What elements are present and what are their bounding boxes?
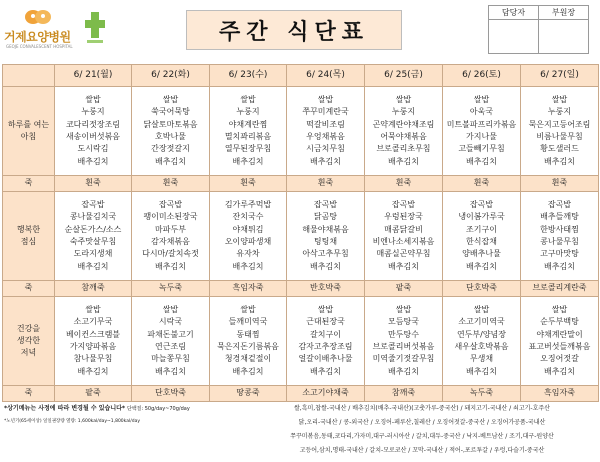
menu-item: 우렁된장국 [384,212,423,222]
menu-cell [287,192,365,281]
porridge-cell: 땅콩죽 [210,386,287,402]
menu-item: 매콤닭갈비 [384,224,423,234]
menu-item: 다시마/갈치속젓 [142,249,199,259]
menu-cell [55,297,132,386]
menu-item: 콩나물김치국 [69,212,117,222]
menu-cell [365,192,443,281]
menu-item: 배추김치 [232,156,264,166]
day-header: 6/ 27(일) [521,65,599,87]
meal-label-line: 생각한 [16,336,41,345]
menu-item: 열무된장무침 [224,144,272,154]
menu-item: 쭈꾸미계란국 [302,107,349,117]
menu-item: 누룽지 [547,107,572,117]
menu-item: 파채돈불고기 [147,329,194,339]
menu-cell [132,192,210,281]
menu-item: 우엉채볶음 [306,132,345,141]
menu-item: 야채계란말이 [536,329,583,339]
porridge-cell: 단호박죽 [443,281,521,297]
menu-item: 쌀밥 [395,94,412,104]
day-header: 6/ 24(목) [287,65,365,87]
menu-item: 해물야채볶음 [302,224,349,234]
meal-label-line: 건강을 [16,324,41,333]
menu-item: 누룽지 [236,107,260,117]
porridge-cell: 흰죽 [55,176,132,192]
menu-item: 참나물무침 [73,354,113,364]
menu-item: 배추김치 [77,261,109,271]
menu-item: 모듬탕국 [388,317,419,327]
menu-item: 새우살호박볶음 [454,342,509,351]
weekly-menu-table [2,64,599,402]
menu-item: 미트볼파프리카볶음 [446,119,517,129]
menu-item: 배추들깨탕 [540,212,579,222]
menu-cell [210,297,287,386]
menu-item: 배추김치 [310,261,341,271]
porridge-cell: 단호박죽 [132,386,210,402]
meal-label-line: 점심 [20,237,37,246]
menu-item: 쌀밥 [240,94,256,104]
menu-item: 비름나물무침 [536,132,583,141]
menu-item: 잡곡밥 [547,199,572,209]
menu-cell [287,87,365,176]
menu-item: 순두부백탕 [540,317,579,327]
menu-item: 마늘쫑무침 [151,354,190,364]
origin-info [246,402,598,462]
menu-cell [365,297,443,386]
porridge-cell: 흰죽 [210,176,287,192]
menu-item: 도시락김 [77,144,109,154]
meal-label-line: 아침 [20,132,37,141]
menu-cell [287,297,365,386]
menu-item: 배추김치 [310,156,341,166]
approval-director-label: 부원장 [539,6,589,20]
day-header: 6/ 21(월) [55,65,132,87]
corner-cell [3,65,55,87]
origin-line: 닭,오리-국내산 / 콩-외국산 / 오징어-페루산,칠레산 / 오징어젓갈-중국산 / 오징어가공품-국내산 [298,419,546,426]
menu-item: 쑥국어묵탕 [151,107,190,117]
menu-item: 오이양파생채 [224,237,272,246]
origin-line: 쭈꾸미볶음,동태,코다리,가자미,대구-러시아산 / 갈치,대두-중국산 / 낙지-베트남산 / 조기,대구-원양산 [290,433,554,440]
menu-item: 잡곡밥 [391,199,416,209]
menu-item: 잡곡밥 [313,199,338,209]
menu-item: 근대된장국 [306,317,345,327]
menu-item: 쌀밥 [317,304,334,314]
menu-cell [365,87,443,176]
menu-item: 쌀밥 [551,304,568,314]
menu-item: 쌀밥 [162,94,179,104]
porridge-cell: 브로콜리계란죽 [521,281,599,297]
approval-staff-label: 담당자 [489,6,539,20]
menu-item: 콩나물무침 [540,237,579,246]
porridge-cell: 참깨죽 [365,386,443,402]
menu-item: 배추김치 [388,261,419,271]
menu-item: 소고기미역국 [458,317,505,327]
meal-label-line: 하루를 여는 [7,120,50,129]
menu-item: 야채계란찜 [228,119,268,129]
menu-item: 누룽지 [81,107,105,117]
menu-item: 가지양파볶음 [69,342,117,351]
menu-item: 배추김치 [388,366,419,376]
menu-item: 묵은지고등어조림 [528,119,591,129]
menu-item: 유자차 [236,249,260,259]
menu-item: 어묵야채볶음 [380,132,427,141]
menu-item: 쌀밥 [551,94,568,104]
porridge-cell: 흑임자죽 [210,281,287,297]
porridge-cell: 반호박죽 [287,281,365,297]
menu-item: 잔치국수 [232,212,264,222]
footer-notes [4,404,240,434]
porridge-cell: 녹두죽 [443,386,521,402]
menu-item: 배추김치 [77,156,109,166]
menu-item: 배추김치 [466,156,497,166]
menu-item: 호박나물 [155,132,186,141]
menu-item: 오징어젓갈 [540,354,579,364]
menu-item: 시금치무침 [306,144,345,154]
menu-item: 멸치꽈리볶음 [224,132,272,141]
menu-item: 갈치구이 [310,329,341,339]
porridge-cell: 참깨죽 [55,281,132,297]
menu-item: 배추김치 [466,366,497,376]
meal-row [3,87,599,176]
menu-item: 무생채 [469,354,494,364]
menu-item: 브로콜리초무침 [376,144,431,154]
menu-item: 닭살토마토볶음 [143,119,198,129]
menu-item: 숙주맛살무침 [69,237,117,246]
porridge-row [3,281,599,297]
menu-cell [55,87,132,176]
porridge-label: 죽 [3,176,55,192]
menu-cell [210,87,287,176]
day-header: 6/ 26(토) [443,65,521,87]
menu-item: 닭곰탕 [313,212,338,222]
menu-item: 얼갈이배추나물 [298,354,353,364]
porridge-cell: 흰죽 [365,176,443,192]
menu-item: 쌀밥 [395,304,412,314]
menu-item: 한식잡채 [466,237,497,246]
menu-item: 베이컨스크램블 [65,329,121,339]
porridge-cell: 흰죽 [287,176,365,192]
menu-item: 가지나물 [466,132,497,141]
menu-item: 브로콜리버섯볶음 [372,342,435,351]
meal-label [3,192,55,281]
menu-cell [521,297,599,386]
menu-item: 팅팅채 [313,237,338,246]
meal-row [3,192,599,281]
menu-item: 배추김치 [544,156,575,166]
menu-item: 배추김치 [155,261,186,271]
hospital-logo-mark-icon [24,8,52,26]
menu-item: 떡갈비조림 [306,119,345,129]
menu-item: 미역줄기젓갈무침 [372,354,435,364]
meal-label-line: 행복한 [16,225,41,234]
menu-item: 누룽지 [391,107,416,117]
menu-item: 쌀밥 [473,304,490,314]
approval-box [488,5,589,54]
menu-item: 팽이미소된장국 [143,212,198,222]
day-header: 6/ 23(수) [210,65,287,87]
meal-row [3,297,599,386]
menu-item: 감자채볶음 [151,237,190,246]
menu-item: 배추김치 [310,366,341,376]
menu-item: 시락국 [158,317,183,327]
menu-item: 김가루주먹밥 [224,199,272,209]
porridge-label: 죽 [3,281,55,297]
menu-cell [443,87,521,176]
menu-cell [132,87,210,176]
menu-change-note: *상기메뉴는 사정에 따라 변경될 수 있습니다* [4,405,126,412]
menu-item: 순살돈가스/소스 [64,224,122,234]
hospital-subtitle: GEOJE CONVALESCENT HOSPITAL [6,44,73,49]
menu-item: 양배추나물 [462,249,501,259]
menu-cell [443,192,521,281]
menu-item: 배추김치 [544,261,575,271]
menu-item: 아욱국 [469,107,494,117]
menu-item: 비엔나소세지볶음 [372,237,435,246]
menu-item: 잡곡밥 [469,199,494,209]
menu-item: 쌀밥 [162,304,179,314]
page-header [0,0,600,62]
menu-item: 배추김치 [232,366,264,376]
porridge-row [3,176,599,192]
protein-note: 단백질: 50g/day~70g/day [126,406,190,412]
menu-item: 배추김치 [466,261,497,271]
menu-item: 아삭고추무침 [302,249,349,259]
menu-item: 한방사태찜 [540,224,579,234]
day-header: 6/ 25(금) [365,65,443,87]
page-title: 주간 식단표 [219,19,369,45]
menu-cell [443,297,521,386]
menu-item: 마파두부 [155,224,186,234]
menu-item: 고들빼기무침 [458,144,505,154]
menu-item: 잡곡밥 [158,199,183,209]
porridge-label: 죽 [3,386,55,402]
menu-item: 냉이봄가루국 [458,212,505,222]
porridge-cell: 흰죽 [521,176,599,192]
menu-item: 동태찜 [236,329,260,339]
hospital-name: 거제요양병원 [4,30,71,44]
menu-item: 황도샐러드 [540,144,579,154]
menu-item: 조기구이 [466,224,497,234]
origin-line: 쌀,흑미,찹쌀-국내산 / 배추김치(배추-국내산)(고춧가루-중국산) / 돼지고기-국내산 / 쇠고기-호주산 [294,405,550,412]
meal-label [3,87,55,176]
menu-item: 간장젓갈지 [151,144,190,154]
porridge-cell: 흰죽 [443,176,521,192]
meal-label [3,297,55,386]
menu-item: 곤약계란야채조림 [372,119,435,129]
menu-cell [521,192,599,281]
menu-item: 새송이버섯볶음 [65,132,121,141]
menu-item: 쌀밥 [473,94,490,104]
menu-cell [210,192,287,281]
menu-item: 청경채겉절이 [224,354,272,364]
menu-item: 연근조림 [155,342,186,351]
menu-item: 매콤실곤약무침 [376,249,431,259]
menu-item: 배추김치 [232,261,264,271]
menu-cell [521,87,599,176]
menu-item: 소고기무국 [73,317,113,327]
porridge-cell: 팥죽 [55,386,132,402]
menu-item: 잡곡밥 [81,199,105,209]
meal-label-line: 저녁 [20,348,37,357]
calorie-note: *노년기(65세이상) 일일권장량 열량: 1,600kal/day~1,800kal/day [4,419,140,424]
date-header-row [3,65,599,87]
menu-item: 배추김치 [155,366,186,376]
menu-item: 쌀밥 [85,304,101,314]
menu-item: 배추김치 [388,156,419,166]
page-title-box [186,10,402,50]
day-header: 6/ 22(화) [132,65,210,87]
menu-item: 배추김치 [155,156,186,166]
menu-item: 야채튀김 [232,224,264,234]
menu-item: 연두부/양념장 [456,329,507,339]
menu-item: 만두탕수 [388,329,419,339]
menu-item: 고구마맛탕 [540,249,579,259]
menu-item: 쌀밥 [240,304,256,314]
menu-item: 묵은지돈기름볶음 [217,342,279,351]
origin-line: 고등어,삼치,명태-국내산 / 갈치-모로코산 / 꼬막-국내산 / 적어-,포르투갈 / 우렁,다슬기-중국산 [299,447,545,454]
menu-item: 쌀밥 [85,94,101,104]
hospital-logo [2,6,110,50]
porridge-cell: 흑임자죽 [521,386,599,402]
porridge-row [3,386,599,402]
menu-item: 감자고추장조림 [298,342,353,351]
menu-item: 배추김치 [77,366,109,376]
porridge-cell: 팥죽 [365,281,443,297]
menu-item: 배추김치 [544,366,575,376]
approval-director-sign [539,20,589,54]
menu-item: 코다리젓장조림 [65,119,121,129]
porridge-cell: 소고기야채죽 [287,386,365,402]
medical-cross-icon [84,10,106,46]
menu-cell [55,192,132,281]
menu-item: 쌀밥 [317,94,334,104]
menu-item: 도라지생채 [73,249,113,259]
menu-item: 들깨미역국 [228,317,268,327]
menu-cell [132,297,210,386]
porridge-cell: 녹두죽 [132,281,210,297]
menu-item: 표고버섯들깨볶음 [528,342,591,351]
porridge-cell: 흰죽 [132,176,210,192]
approval-staff-sign [489,20,539,54]
